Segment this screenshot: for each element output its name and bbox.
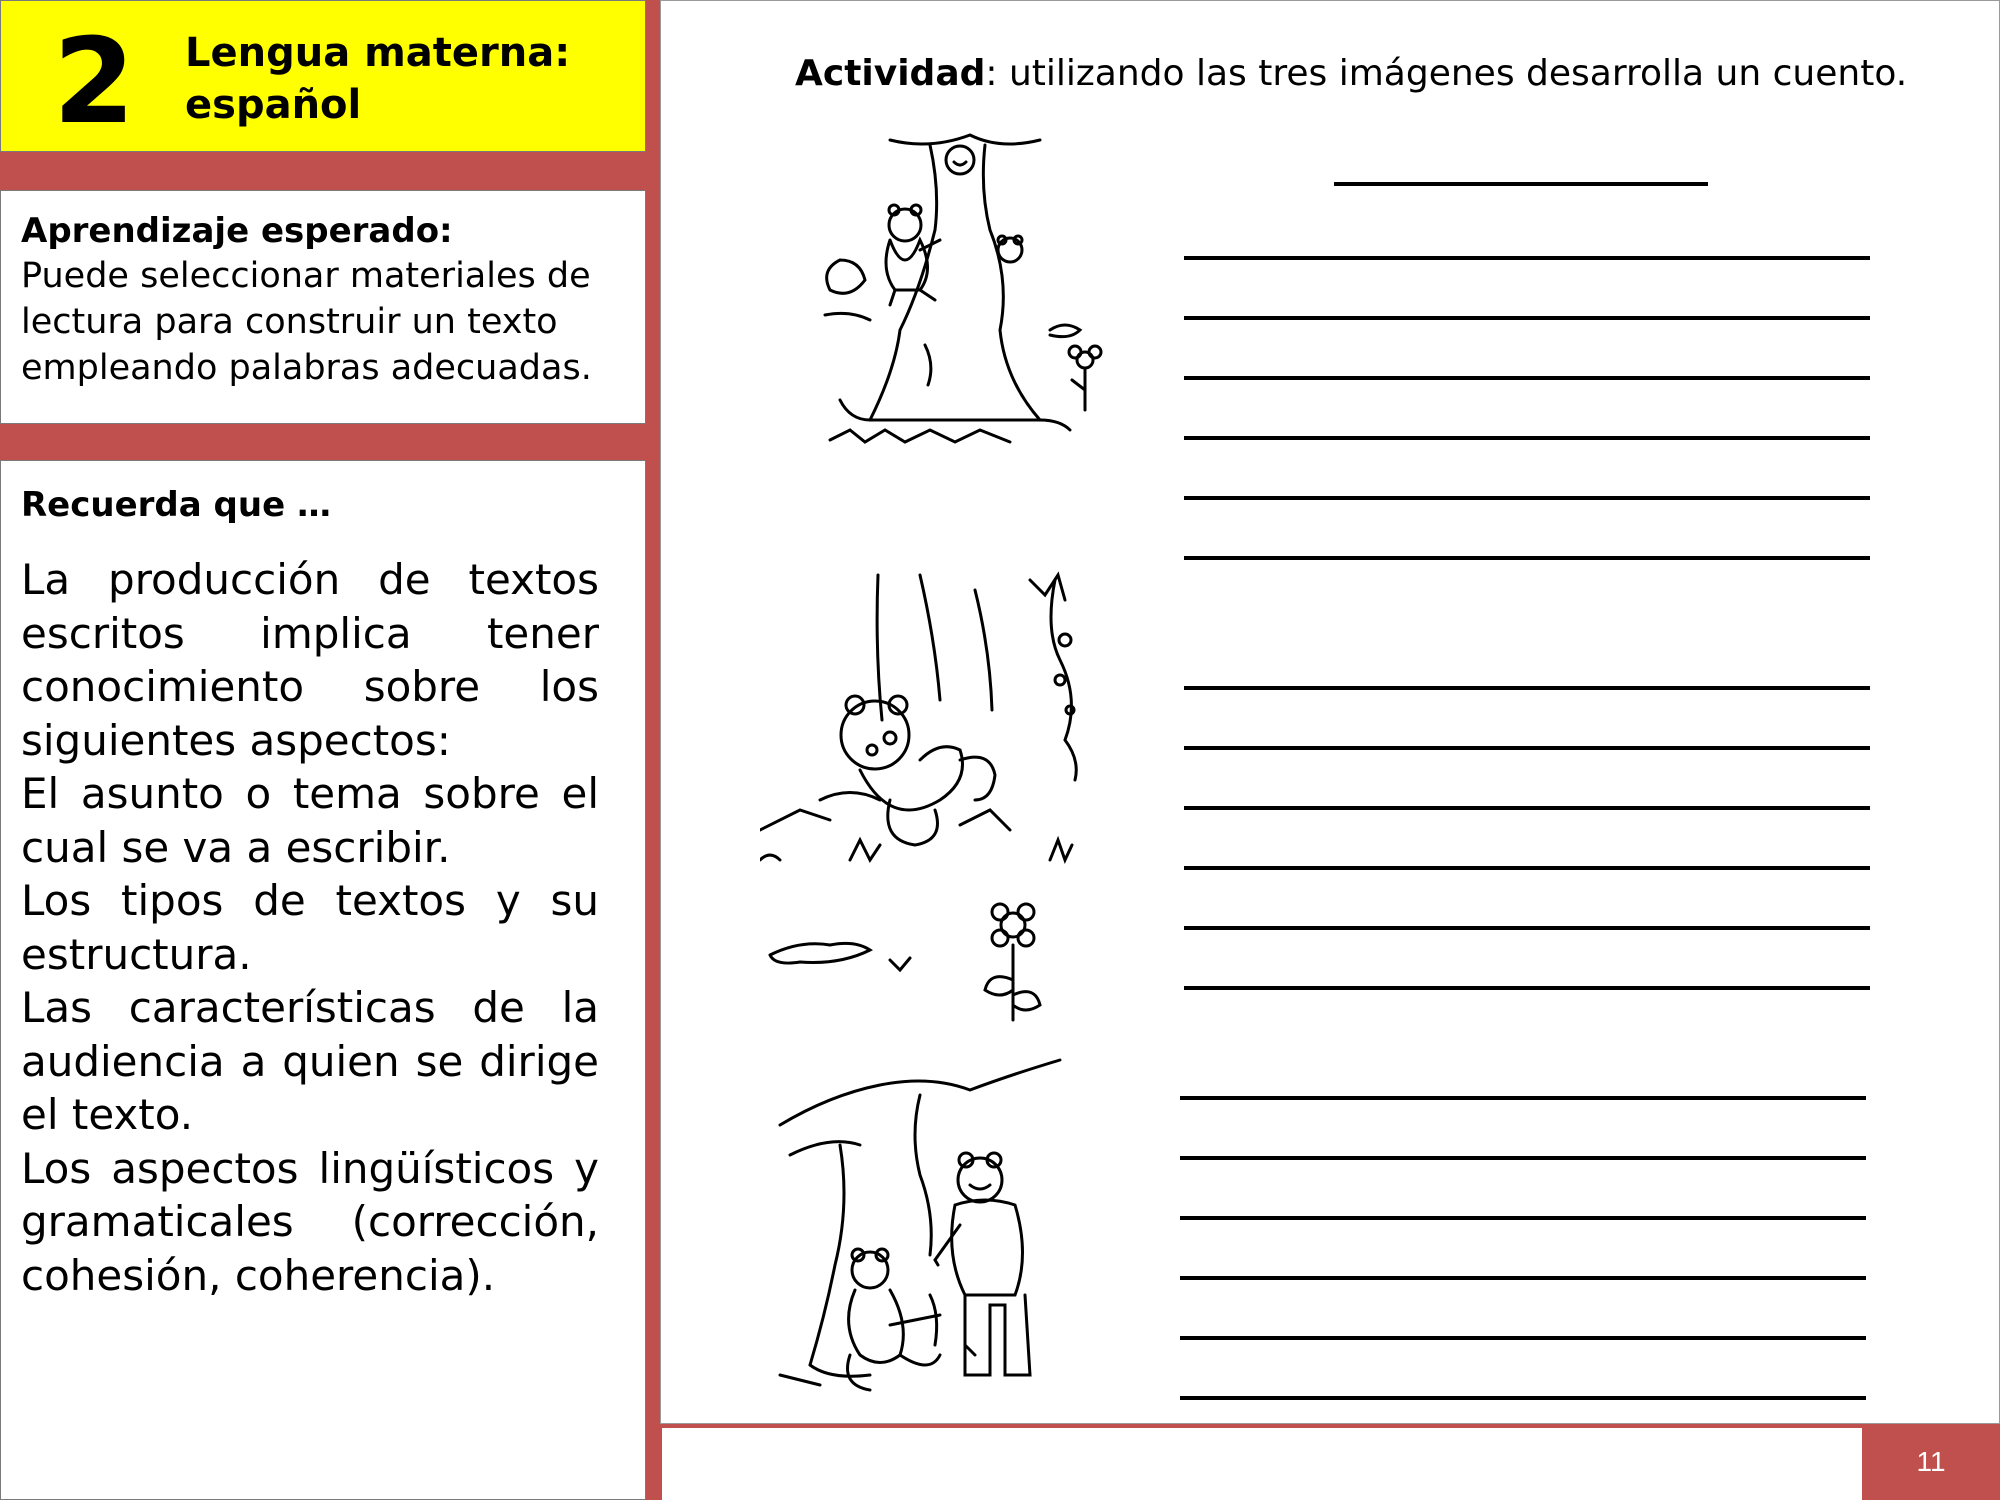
writing-line	[1184, 496, 1870, 500]
remember-paragraph: La producción de textos escritos implica tener conocimiento sobre los siguientes aspectos:	[21, 555, 599, 765]
writing-line	[1184, 436, 1870, 440]
writing-line	[1180, 1156, 1866, 1160]
writing-line	[1184, 556, 1870, 560]
page-footer-area	[662, 1428, 1862, 1500]
writing-line	[1184, 256, 1870, 260]
writing-line	[1184, 926, 1870, 930]
remember-paragraph: Los aspectos lingüísticos y gramaticales (corrección, cohesión, coherencia).	[21, 1143, 599, 1300]
remember-heading: Recuerda que …	[21, 485, 331, 525]
writing-line	[1184, 746, 1870, 750]
expected-learning-box	[0, 190, 646, 424]
writing-line	[1184, 376, 1870, 380]
expected-learning-line: Puede seleccionar materiales de	[21, 256, 591, 296]
activity-instruction	[795, 50, 1907, 98]
writing-line	[1180, 1276, 1866, 1280]
bear-fallen-under-tree-illustration	[760, 500, 1120, 1030]
remember-box	[0, 460, 646, 1500]
remember-body	[21, 553, 599, 1302]
writing-line	[1184, 316, 1870, 320]
remember-paragraph: Las características de la audiencia a quien se dirige el texto.	[21, 983, 599, 1139]
writing-line	[1184, 806, 1870, 810]
expected-learning-line: lectura para construir un texto	[21, 302, 558, 342]
expected-learning-line: empleando palabras adecuadas.	[21, 348, 592, 388]
writing-line	[1180, 1216, 1866, 1220]
story-title-line	[1334, 182, 1708, 186]
lesson-title-line-2: español	[185, 82, 362, 128]
lesson-number: 2	[53, 12, 136, 150]
remember-paragraph: El asunto o tema sobre el cual se va a escribir.	[21, 769, 599, 872]
expected-learning-heading: Aprendizaje esperado:	[21, 211, 453, 251]
writing-line	[1180, 1396, 1866, 1400]
writing-line	[1180, 1336, 1866, 1340]
writing-line	[1184, 986, 1870, 990]
activity-label: Actividad	[795, 53, 986, 94]
writing-line	[1180, 1096, 1866, 1100]
lesson-title-box	[0, 0, 646, 152]
bear-climbing-tree-illustration	[810, 130, 1120, 450]
column-separator	[646, 0, 660, 1500]
bears-helping-under-tree-illustration	[770, 1055, 1080, 1400]
remember-paragraph: Los tipos de textos y su estructura.	[21, 876, 599, 979]
writing-line	[1184, 686, 1870, 690]
lesson-title-line-1: Lengua materna:	[185, 30, 571, 76]
lesson-title	[185, 27, 570, 131]
page-number: 11	[1916, 1446, 1946, 1477]
activity-text: : utilizando las tres imágenes desarrolla un cuento.	[985, 53, 1908, 94]
writing-line	[1184, 866, 1870, 870]
